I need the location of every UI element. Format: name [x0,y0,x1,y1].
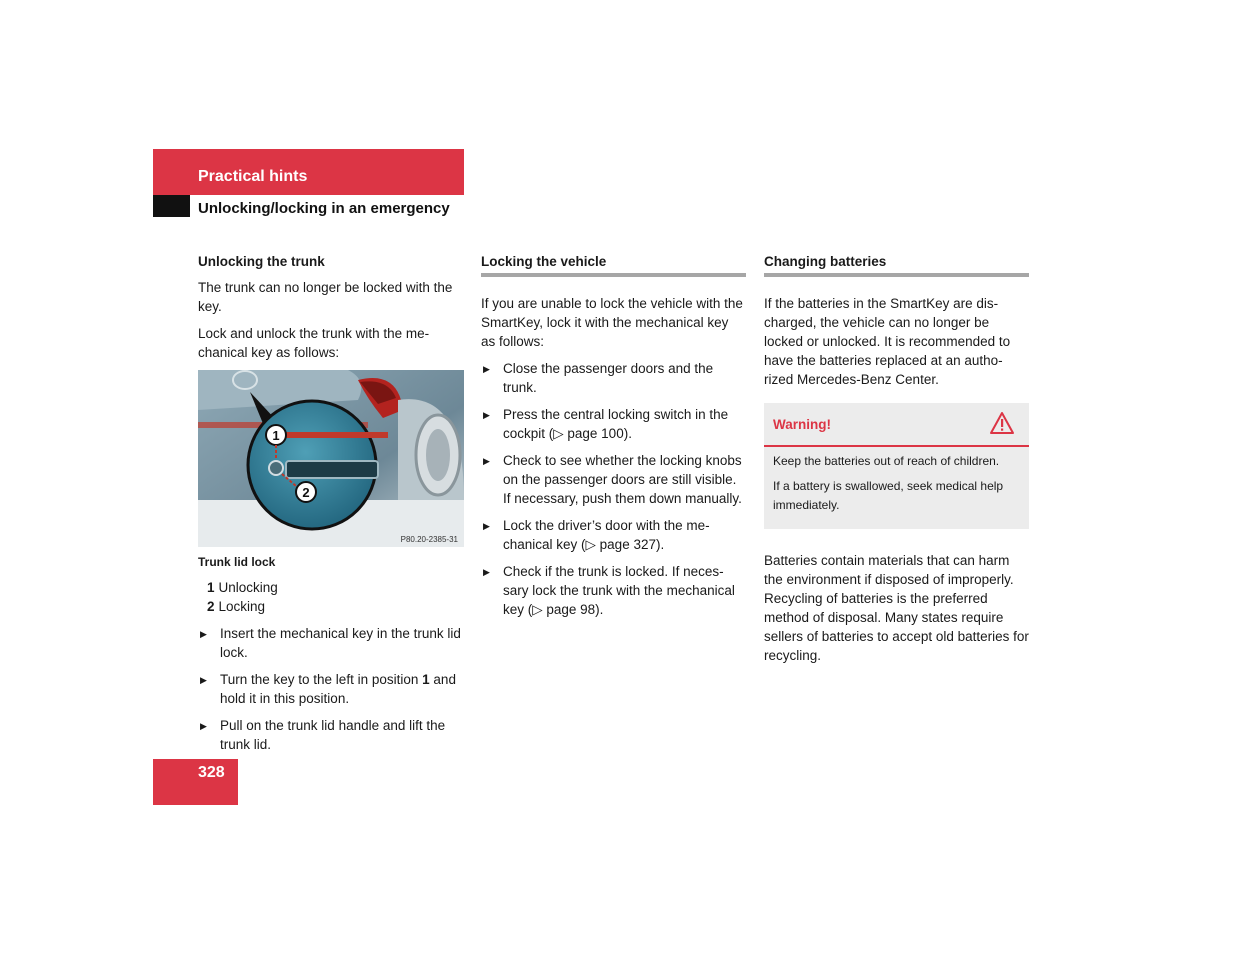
subsection-title: Unlocking/locking in an emergency [198,200,450,217]
trunk-lid-lock-figure [198,370,464,547]
heading-changing-batteries: Changing batteries [764,252,1029,277]
step-item: ▶ Check to see whether the locking knobs on the passenger doors are still visible. If necessary, push them down manually. [481,451,746,508]
step-item: ▶ Pull on the trunk lid handle and lift the trunk lid. [198,716,464,754]
column-unlocking-trunk [198,252,464,762]
figure-marker-1: 1 [272,428,280,443]
warning-line: If a battery is swallowed, seek medical help immediately. [773,479,1004,512]
warning-box [764,403,1029,529]
figure-legend [198,578,464,616]
figure-caption: Trunk lid lock [198,555,276,569]
paragraph: If the batteries in the SmartKey are dis-charged, the vehicle can no longer be locked or unlocked. It is recommended to have the batteries replaced at an autho-rized Mercedes-Benz Center. [764,296,1011,387]
step-item: ▶ Press the central locking switch in the cockpit (▷ page 100). [481,405,746,443]
page-number: 328 [198,764,225,781]
step-item: ▶ Close the passenger doors and the trunk. [481,359,746,397]
paragraph: The trunk can no longer be locked with the key. [198,280,453,314]
step-item: ▶ Check if the trunk is locked. If neces-sary lock the trunk with the mechanical key (▷ page 98). [481,562,746,619]
legend-item: 2 Locking [207,599,266,614]
paragraph: Batteries contain materials that can harm the environment if disposed of improperly. Recycling of batteries is the preferred method of disposal. Many states require sellers of batteries to accept old batteries for recycling. [764,553,1029,663]
column-locking-vehicle [481,252,746,627]
column-changing-batteries [764,252,1029,673]
paragraph: Lock and unlock the trunk with the me-chanical key as follows: [198,326,430,360]
warning-title: Warning! [773,417,831,432]
step-item: ▶ Turn the key to the left in position 1 and hold it in this position. [198,670,464,708]
warning-body [764,447,1029,529]
figure-marker-2: 2 [302,485,310,500]
warning-line: Keep the batteries out of reach of children. [773,454,1000,468]
heading-unlocking-trunk: Unlocking the trunk [198,254,325,269]
step-item: ▶ Insert the mechanical key in the trunk lid lock. [198,624,464,662]
heading-locking-vehicle: Locking the vehicle [481,252,746,277]
step-item: ▶ Lock the driver’s door with the me-chanical key (▷ page 327). [481,516,746,554]
subsection-tab [153,195,190,217]
legend-item: 1 Unlocking [207,580,278,595]
page-number-band [153,759,238,805]
paragraph: If you are unable to lock the vehicle with the SmartKey, lock it with the mechanical key as follows: [481,296,743,349]
section-title: Practical hints [198,168,308,185]
warning-header [764,403,1029,447]
figure-code: P80.20-2385-31 [400,535,458,544]
warning-triangle-icon [989,411,1015,435]
